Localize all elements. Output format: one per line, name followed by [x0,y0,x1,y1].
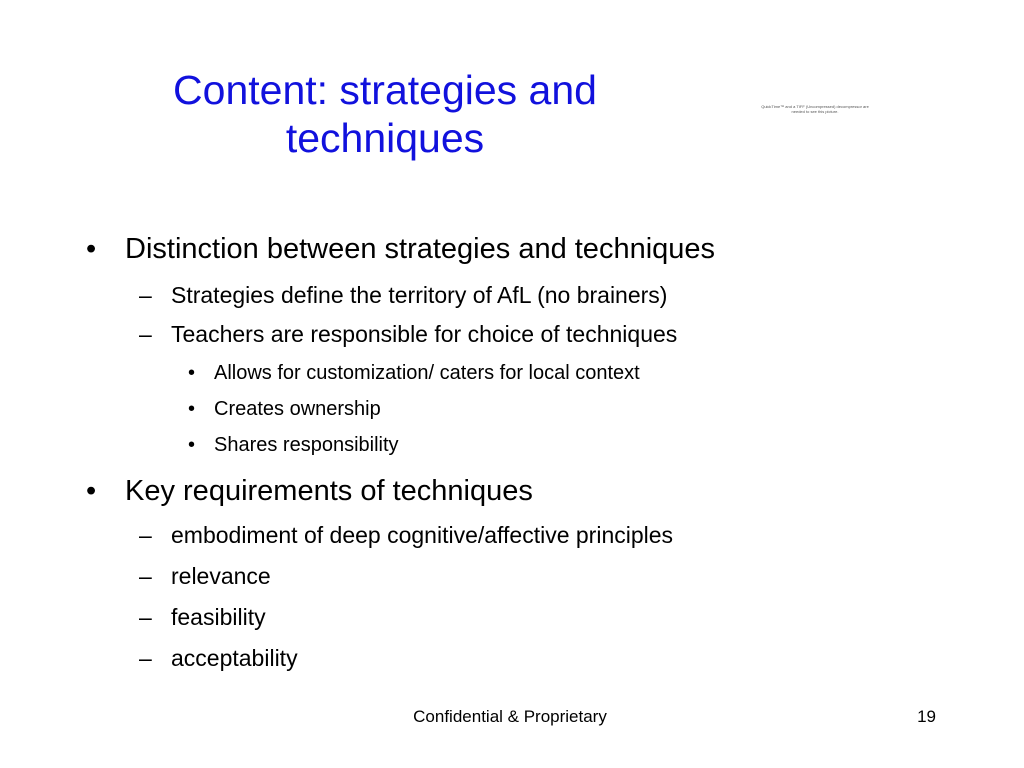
sub-embodiment: embodiment of deep cognitive/affective principles [171,522,674,548]
dash-marker: – [139,321,152,347]
dash-marker: – [139,522,152,548]
subsub-responsibility: Shares responsibility [214,434,399,456]
sub-strategies: Strategies define the territory of AfL (no brainers) [171,282,668,308]
bullet-marker: • [188,398,196,420]
dash-marker: – [139,645,152,671]
bullet-marker: • [188,434,196,456]
dash-marker: – [139,563,152,589]
subsub-customization: Allows for customization/ caters for local context [214,362,640,384]
sub-teachers: Teachers are responsible for choice of techniques [171,321,678,347]
page-number: 19 [917,707,936,726]
bullet-key-requirements: Key requirements of techniques [125,475,533,507]
image-placeholder: QuickTime™ and a TIFF (Uncompressed) decompressor are needed to see this picture. [761,104,869,114]
subsub-ownership: Creates ownership [214,398,381,420]
slide-title: Content: strategies and techniques [173,67,597,161]
sub-feasibility: feasibility [171,604,266,630]
bullet-distinction: Distinction between strategies and techniques [125,233,716,265]
bullet-marker: • [86,233,97,265]
bullet-marker: • [188,362,196,384]
dash-marker: – [139,282,152,308]
bullet-marker: • [86,475,97,507]
footer-label: Confidential & Proprietary [413,707,607,726]
sub-acceptability: acceptability [171,645,298,671]
sub-relevance: relevance [171,563,271,589]
dash-marker: – [139,604,152,630]
